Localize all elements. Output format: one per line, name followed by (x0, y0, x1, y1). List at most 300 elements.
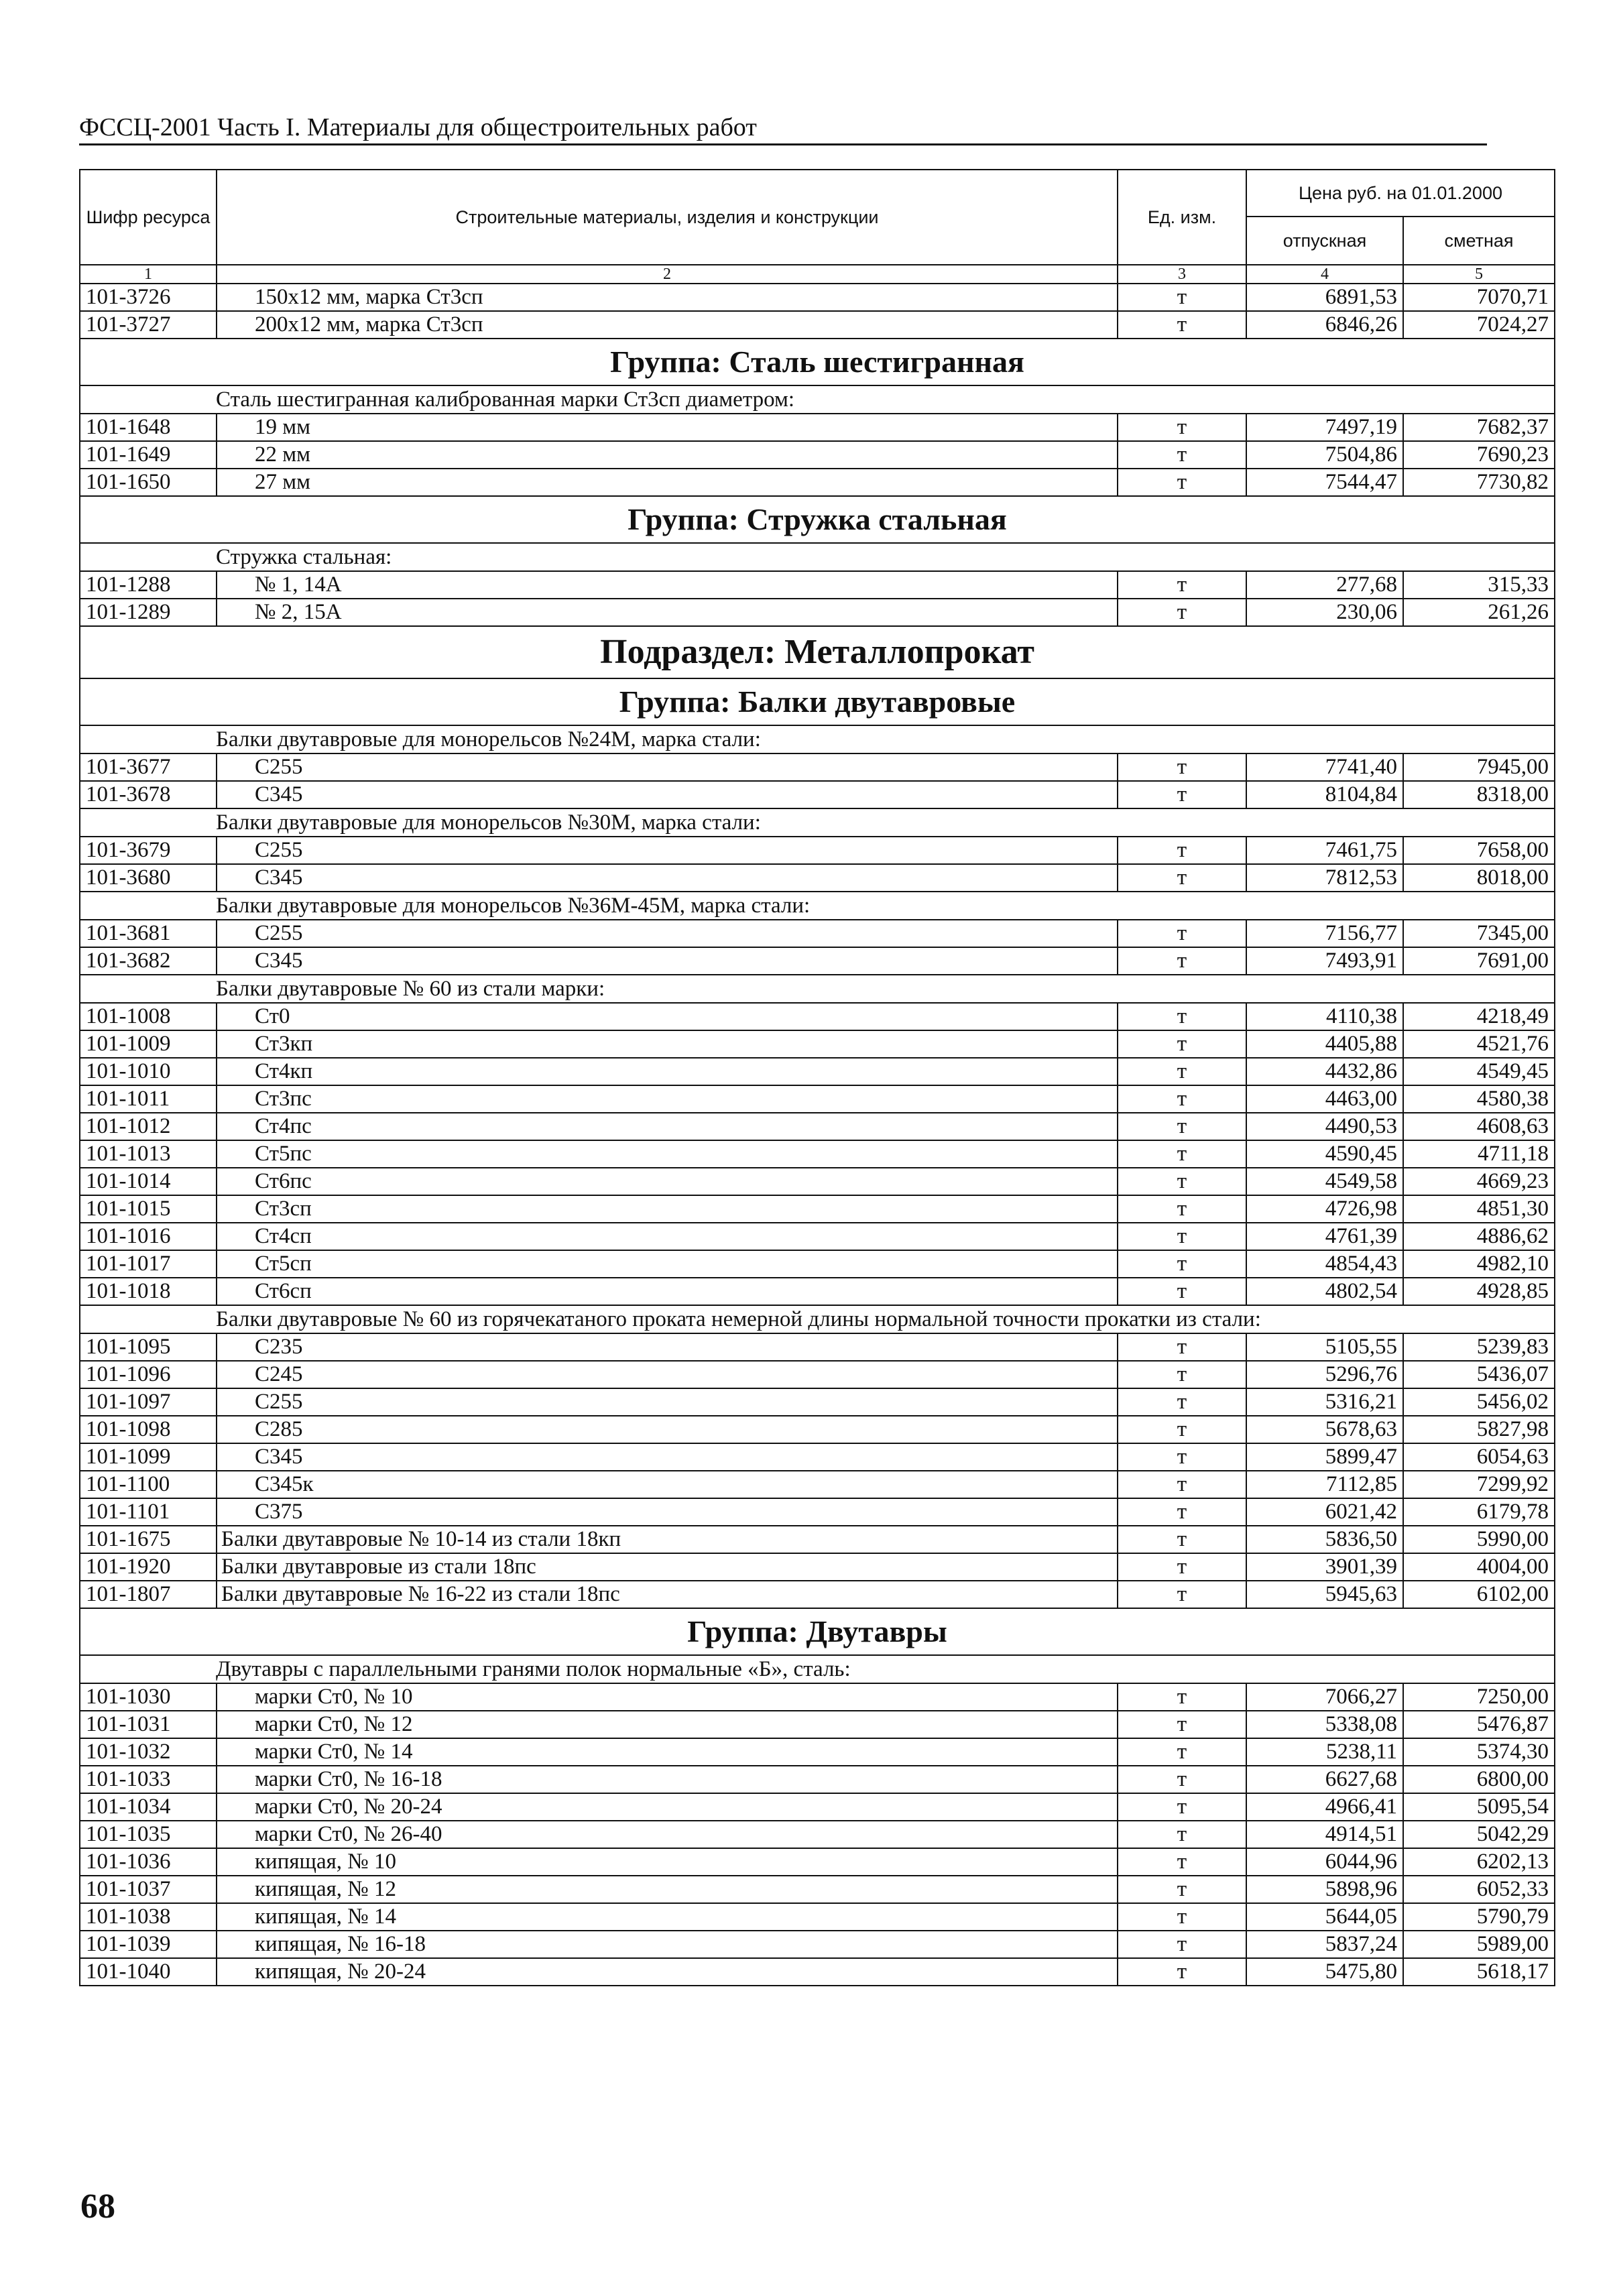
unit-cell: т (1118, 1553, 1246, 1581)
resource-code: 101-1008 (80, 1003, 217, 1030)
table-row (80, 920, 1555, 947)
table-row (80, 284, 1555, 311)
resource-code: 101-1807 (80, 1581, 217, 1608)
resource-code: 101-1099 (80, 1443, 217, 1471)
unit-cell: т (1118, 1711, 1246, 1738)
unit-cell: т (1118, 1931, 1246, 1958)
release-price: 5644,05 (1246, 1903, 1403, 1931)
estimate-price: 5239,83 (1403, 1333, 1555, 1361)
release-price: 7812,53 (1246, 864, 1403, 892)
unit-cell: т (1118, 1876, 1246, 1903)
column-number: 2 (217, 265, 1118, 284)
unit-cell: т (1118, 1958, 1246, 1986)
material-name: марки Ст0, № 26-40 (217, 1821, 1118, 1848)
category-intro: Двутавры с параллельными гранями полок нормальные «Б», сталь: (80, 1655, 1555, 1683)
material-name: Ст6пс (217, 1168, 1118, 1195)
resource-code: 101-1101 (80, 1498, 217, 1526)
estimate-price: 7070,71 (1403, 284, 1555, 311)
material-name: Ст4сп (217, 1223, 1118, 1250)
col-header-name: Строительные материалы, изделия и конструкции (217, 170, 1118, 265)
release-price: 7544,47 (1246, 469, 1403, 496)
group-heading-row (80, 678, 1555, 725)
material-name: С345к (217, 1471, 1118, 1498)
estimate-price: 7730,82 (1403, 469, 1555, 496)
table-row (80, 947, 1555, 975)
material-name: кипящая, № 10 (217, 1848, 1118, 1876)
estimate-price: 5618,17 (1403, 1958, 1555, 1986)
release-price: 5338,08 (1246, 1711, 1403, 1738)
material-name: Балки двутавровые № 10-14 из стали 18кп (217, 1526, 1118, 1553)
material-name: марки Ст0, № 16-18 (217, 1766, 1118, 1793)
release-price: 7504,86 (1246, 441, 1403, 469)
material-name: Балки двутавровые из стали 18пс (217, 1553, 1118, 1581)
table-row (80, 1085, 1555, 1113)
subsection-heading: Подраздел: Металлопрокат (80, 626, 1555, 678)
table-row (80, 1416, 1555, 1443)
material-name: Балки двутавровые № 16-22 из стали 18пс (217, 1581, 1118, 1608)
table-row (80, 1250, 1555, 1278)
resource-code: 101-1031 (80, 1711, 217, 1738)
table-row (80, 781, 1555, 808)
release-price: 4966,41 (1246, 1793, 1403, 1821)
unit-cell: т (1118, 414, 1246, 441)
resource-code: 101-3681 (80, 920, 217, 947)
category-intro: Сталь шестигранная калиброванная марки Ст3сп диаметром: (80, 385, 1555, 414)
table-row (80, 1471, 1555, 1498)
price-table (79, 169, 1555, 1986)
unit-cell: т (1118, 1333, 1246, 1361)
resource-code: 101-3678 (80, 781, 217, 808)
table-row (80, 1278, 1555, 1305)
col-header-code: Шифр ресурса (80, 170, 217, 265)
estimate-price: 7691,00 (1403, 947, 1555, 975)
estimate-price: 6102,00 (1403, 1581, 1555, 1608)
column-number: 5 (1403, 265, 1555, 284)
page-number: 68 (80, 2187, 115, 2226)
material-name: кипящая, № 12 (217, 1876, 1118, 1903)
unit-cell: т (1118, 311, 1246, 339)
release-price: 4490,53 (1246, 1113, 1403, 1140)
estimate-price: 6054,63 (1403, 1443, 1555, 1471)
estimate-price: 5374,30 (1403, 1738, 1555, 1766)
estimate-price: 4608,63 (1403, 1113, 1555, 1140)
price-table-container (79, 169, 1549, 1986)
table-row (80, 1113, 1555, 1140)
unit-cell: т (1118, 1003, 1246, 1030)
release-price: 4549,58 (1246, 1168, 1403, 1195)
resource-code: 101-1288 (80, 571, 217, 599)
release-price: 5238,11 (1246, 1738, 1403, 1766)
release-price: 5475,80 (1246, 1958, 1403, 1986)
resource-code: 101-1098 (80, 1416, 217, 1443)
resource-code: 101-1016 (80, 1223, 217, 1250)
estimate-price: 7250,00 (1403, 1683, 1555, 1711)
column-number: 3 (1118, 265, 1246, 284)
table-row (80, 1766, 1555, 1793)
material-name: марки Ст0, № 12 (217, 1711, 1118, 1738)
resource-code: 101-1017 (80, 1250, 217, 1278)
resource-code: 101-1095 (80, 1333, 217, 1361)
estimate-price: 7658,00 (1403, 837, 1555, 864)
category-intro-row (80, 725, 1555, 753)
estimate-price: 8018,00 (1403, 864, 1555, 892)
estimate-price: 5095,54 (1403, 1793, 1555, 1821)
unit-cell: т (1118, 1903, 1246, 1931)
material-name: марки Ст0, № 10 (217, 1683, 1118, 1711)
release-price: 8104,84 (1246, 781, 1403, 808)
release-price: 7461,75 (1246, 837, 1403, 864)
material-name: С245 (217, 1361, 1118, 1388)
resource-code: 101-1032 (80, 1738, 217, 1766)
unit-cell: т (1118, 1471, 1246, 1498)
estimate-price: 261,26 (1403, 599, 1555, 626)
page-header-title: ФССЦ-2001 Часть I. Материалы для общестроительных работ (79, 113, 1487, 145)
unit-cell: т (1118, 1443, 1246, 1471)
material-name: С345 (217, 781, 1118, 808)
resource-code: 101-1039 (80, 1931, 217, 1958)
estimate-price: 315,33 (1403, 571, 1555, 599)
estimate-price: 4669,23 (1403, 1168, 1555, 1195)
resource-code: 101-3682 (80, 947, 217, 975)
material-name: кипящая, № 20-24 (217, 1958, 1118, 1986)
release-price: 4432,86 (1246, 1058, 1403, 1085)
release-price: 6846,26 (1246, 311, 1403, 339)
release-price: 7156,77 (1246, 920, 1403, 947)
table-row (80, 837, 1555, 864)
resource-code: 101-1920 (80, 1553, 217, 1581)
release-price: 5316,21 (1246, 1388, 1403, 1416)
unit-cell: т (1118, 1848, 1246, 1876)
table-row (80, 1388, 1555, 1416)
resource-code: 101-1012 (80, 1113, 217, 1140)
unit-cell: т (1118, 864, 1246, 892)
release-price: 4914,51 (1246, 1821, 1403, 1848)
resource-code: 101-3727 (80, 311, 217, 339)
unit-cell: т (1118, 1793, 1246, 1821)
unit-cell: т (1118, 1738, 1246, 1766)
material-name: кипящая, № 16-18 (217, 1931, 1118, 1958)
unit-cell: т (1118, 1113, 1246, 1140)
resource-code: 101-1035 (80, 1821, 217, 1848)
unit-cell: т (1118, 1361, 1246, 1388)
material-name: № 2, 15А (217, 599, 1118, 626)
unit-cell: т (1118, 1223, 1246, 1250)
category-intro-row (80, 892, 1555, 920)
estimate-price: 4928,85 (1403, 1278, 1555, 1305)
estimate-price: 5989,00 (1403, 1931, 1555, 1958)
unit-cell: т (1118, 781, 1246, 808)
material-name: С255 (217, 920, 1118, 947)
material-name: 27 мм (217, 469, 1118, 496)
release-price: 7112,85 (1246, 1471, 1403, 1498)
release-price: 7066,27 (1246, 1683, 1403, 1711)
material-name: марки Ст0, № 14 (217, 1738, 1118, 1766)
material-name: Ст3кп (217, 1030, 1118, 1058)
col-header-estimate-price: сметная (1403, 217, 1555, 265)
estimate-price: 7299,92 (1403, 1471, 1555, 1498)
category-intro-row (80, 1305, 1555, 1333)
estimate-price: 5827,98 (1403, 1416, 1555, 1443)
unit-cell: т (1118, 1498, 1246, 1526)
category-intro: Балки двутавровые № 60 из стали марки: (80, 975, 1555, 1003)
unit-cell: т (1118, 1030, 1246, 1058)
release-price: 5105,55 (1246, 1333, 1403, 1361)
resource-code: 101-1649 (80, 441, 217, 469)
unit-cell: т (1118, 1581, 1246, 1608)
table-row (80, 1738, 1555, 1766)
release-price: 6021,42 (1246, 1498, 1403, 1526)
estimate-price: 5456,02 (1403, 1388, 1555, 1416)
material-name: С285 (217, 1416, 1118, 1443)
subsection-heading-row (80, 626, 1555, 678)
resource-code: 101-1037 (80, 1876, 217, 1903)
unit-cell: т (1118, 1140, 1246, 1168)
unit-cell: т (1118, 571, 1246, 599)
table-row (80, 1553, 1555, 1581)
material-name: 150х12 мм, марка Ст3сп (217, 284, 1118, 311)
release-price: 5678,63 (1246, 1416, 1403, 1443)
resource-code: 101-1034 (80, 1793, 217, 1821)
table-row (80, 1821, 1555, 1848)
resource-code: 101-1648 (80, 414, 217, 441)
table-row (80, 1333, 1555, 1361)
group-heading: Группа: Сталь шестигранная (80, 339, 1555, 385)
group-heading: Группа: Двутавры (80, 1608, 1555, 1655)
estimate-price: 4711,18 (1403, 1140, 1555, 1168)
resource-code: 101-1015 (80, 1195, 217, 1223)
col-header-unit: Ед. изм. (1118, 170, 1246, 265)
table-row (80, 1168, 1555, 1195)
unit-cell: т (1118, 1683, 1246, 1711)
release-price: 277,68 (1246, 571, 1403, 599)
estimate-price: 4549,45 (1403, 1058, 1555, 1085)
material-name: 19 мм (217, 414, 1118, 441)
release-price: 4463,00 (1246, 1085, 1403, 1113)
release-price: 7497,19 (1246, 414, 1403, 441)
table-row (80, 469, 1555, 496)
table-body (80, 284, 1555, 1986)
estimate-price: 7345,00 (1403, 920, 1555, 947)
resource-code: 101-1011 (80, 1085, 217, 1113)
material-name: марки Ст0, № 20-24 (217, 1793, 1118, 1821)
estimate-price: 6202,13 (1403, 1848, 1555, 1876)
table-row (80, 1711, 1555, 1738)
unit-cell: т (1118, 1195, 1246, 1223)
table-row (80, 1223, 1555, 1250)
resource-code: 101-1030 (80, 1683, 217, 1711)
release-price: 4802,54 (1246, 1278, 1403, 1305)
material-name: С255 (217, 837, 1118, 864)
unit-cell: т (1118, 1168, 1246, 1195)
material-name: Ст0 (217, 1003, 1118, 1030)
release-price: 5296,76 (1246, 1361, 1403, 1388)
resource-code: 101-1010 (80, 1058, 217, 1085)
col-header-price: Цена руб. на 01.01.2000 (1246, 170, 1555, 217)
table-row (80, 311, 1555, 339)
table-row (80, 1683, 1555, 1711)
unit-cell: т (1118, 1085, 1246, 1113)
table-row (80, 1903, 1555, 1931)
material-name: С235 (217, 1333, 1118, 1361)
estimate-price: 5790,79 (1403, 1903, 1555, 1931)
category-intro-row (80, 543, 1555, 571)
category-intro-row (80, 975, 1555, 1003)
release-price: 5898,96 (1246, 1876, 1403, 1903)
unit-cell: т (1118, 469, 1246, 496)
unit-cell: т (1118, 753, 1246, 781)
release-price: 6044,96 (1246, 1848, 1403, 1876)
table-row (80, 1443, 1555, 1471)
resource-code: 101-3679 (80, 837, 217, 864)
category-intro-row (80, 1655, 1555, 1683)
group-heading-row (80, 496, 1555, 543)
material-name: С375 (217, 1498, 1118, 1526)
unit-cell: т (1118, 1526, 1246, 1553)
estimate-price: 7024,27 (1403, 311, 1555, 339)
unit-cell: т (1118, 1821, 1246, 1848)
estimate-price: 4580,38 (1403, 1085, 1555, 1113)
category-intro: Балки двутавровые № 60 из горячекатаного проката немерной длины нормальной точности прокатки из стали: (80, 1305, 1555, 1333)
material-name: С345 (217, 947, 1118, 975)
estimate-price: 5476,87 (1403, 1711, 1555, 1738)
table-row (80, 1526, 1555, 1553)
table-row (80, 1361, 1555, 1388)
release-price: 4405,88 (1246, 1030, 1403, 1058)
material-name: кипящая, № 14 (217, 1903, 1118, 1931)
table-row (80, 571, 1555, 599)
unit-cell: т (1118, 1766, 1246, 1793)
resource-code: 101-1040 (80, 1958, 217, 1986)
release-price: 230,06 (1246, 599, 1403, 626)
table-row (80, 1003, 1555, 1030)
release-price: 4854,43 (1246, 1250, 1403, 1278)
resource-code: 101-1038 (80, 1903, 217, 1931)
unit-cell: т (1118, 837, 1246, 864)
material-name: № 1, 14А (217, 571, 1118, 599)
col-header-release-price: отпускная (1246, 217, 1403, 265)
material-name: Ст4пс (217, 1113, 1118, 1140)
column-number: 1 (80, 265, 217, 284)
estimate-price: 6179,78 (1403, 1498, 1555, 1526)
release-price: 4761,39 (1246, 1223, 1403, 1250)
table-row (80, 1581, 1555, 1608)
table-row (80, 441, 1555, 469)
table-row (80, 1876, 1555, 1903)
estimate-price: 5436,07 (1403, 1361, 1555, 1388)
release-price: 6627,68 (1246, 1766, 1403, 1793)
unit-cell: т (1118, 1250, 1246, 1278)
release-price: 5836,50 (1246, 1526, 1403, 1553)
resource-code: 101-3680 (80, 864, 217, 892)
estimate-price: 4004,00 (1403, 1553, 1555, 1581)
table-row (80, 599, 1555, 626)
release-price: 4110,38 (1246, 1003, 1403, 1030)
table-row (80, 414, 1555, 441)
resource-code: 101-1033 (80, 1766, 217, 1793)
resource-code: 101-1650 (80, 469, 217, 496)
unit-cell: т (1118, 1388, 1246, 1416)
table-row (80, 1140, 1555, 1168)
table-row (80, 1498, 1555, 1526)
release-price: 7741,40 (1246, 753, 1403, 781)
estimate-price: 5990,00 (1403, 1526, 1555, 1553)
table-row (80, 1958, 1555, 1986)
table-row (80, 1931, 1555, 1958)
unit-cell: т (1118, 1278, 1246, 1305)
material-name: Ст5сп (217, 1250, 1118, 1278)
estimate-price: 4521,76 (1403, 1030, 1555, 1058)
resource-code: 101-3677 (80, 753, 217, 781)
resource-code: 101-1289 (80, 599, 217, 626)
estimate-price: 6800,00 (1403, 1766, 1555, 1793)
estimate-price: 4851,30 (1403, 1195, 1555, 1223)
material-name: С255 (217, 753, 1118, 781)
unit-cell: т (1118, 599, 1246, 626)
group-heading: Группа: Балки двутавровые (80, 678, 1555, 725)
table-row (80, 1030, 1555, 1058)
estimate-price: 4982,10 (1403, 1250, 1555, 1278)
table-row (80, 1848, 1555, 1876)
release-price: 3901,39 (1246, 1553, 1403, 1581)
resource-code: 101-1097 (80, 1388, 217, 1416)
column-number: 4 (1246, 265, 1403, 284)
estimate-price: 7690,23 (1403, 441, 1555, 469)
unit-cell: т (1118, 920, 1246, 947)
material-name: 22 мм (217, 441, 1118, 469)
material-name: С345 (217, 864, 1118, 892)
table-row (80, 864, 1555, 892)
material-name: Ст3пс (217, 1085, 1118, 1113)
release-price: 6891,53 (1246, 284, 1403, 311)
category-intro: Стружка стальная: (80, 543, 1555, 571)
category-intro: Балки двутавровые для монорельсов №24М, марка стали: (80, 725, 1555, 753)
category-intro-row (80, 385, 1555, 414)
resource-code: 101-1096 (80, 1361, 217, 1388)
release-price: 5899,47 (1246, 1443, 1403, 1471)
resource-code: 101-1014 (80, 1168, 217, 1195)
estimate-price: 8318,00 (1403, 781, 1555, 808)
material-name: С345 (217, 1443, 1118, 1471)
table-row (80, 753, 1555, 781)
material-name: Ст5пс (217, 1140, 1118, 1168)
resource-code: 101-1100 (80, 1471, 217, 1498)
resource-code: 101-1036 (80, 1848, 217, 1876)
unit-cell: т (1118, 441, 1246, 469)
material-name: Ст4кп (217, 1058, 1118, 1085)
table-row (80, 1058, 1555, 1085)
release-price: 4726,98 (1246, 1195, 1403, 1223)
release-price: 4590,45 (1246, 1140, 1403, 1168)
column-number-row (80, 265, 1555, 284)
estimate-price: 7682,37 (1403, 414, 1555, 441)
estimate-price: 4886,62 (1403, 1223, 1555, 1250)
resource-code: 101-1013 (80, 1140, 217, 1168)
resource-code: 101-3726 (80, 284, 217, 311)
release-price: 5945,63 (1246, 1581, 1403, 1608)
estimate-price: 5042,29 (1403, 1821, 1555, 1848)
table-header (80, 170, 1555, 284)
category-intro: Балки двутавровые для монорельсов №36М-45М, марка стали: (80, 892, 1555, 920)
release-price: 7493,91 (1246, 947, 1403, 975)
estimate-price: 4218,49 (1403, 1003, 1555, 1030)
resource-code: 101-1009 (80, 1030, 217, 1058)
material-name: Ст3сп (217, 1195, 1118, 1223)
resource-code: 101-1018 (80, 1278, 217, 1305)
table-row (80, 1195, 1555, 1223)
group-heading-row (80, 1608, 1555, 1655)
unit-cell: т (1118, 1416, 1246, 1443)
unit-cell: т (1118, 947, 1246, 975)
